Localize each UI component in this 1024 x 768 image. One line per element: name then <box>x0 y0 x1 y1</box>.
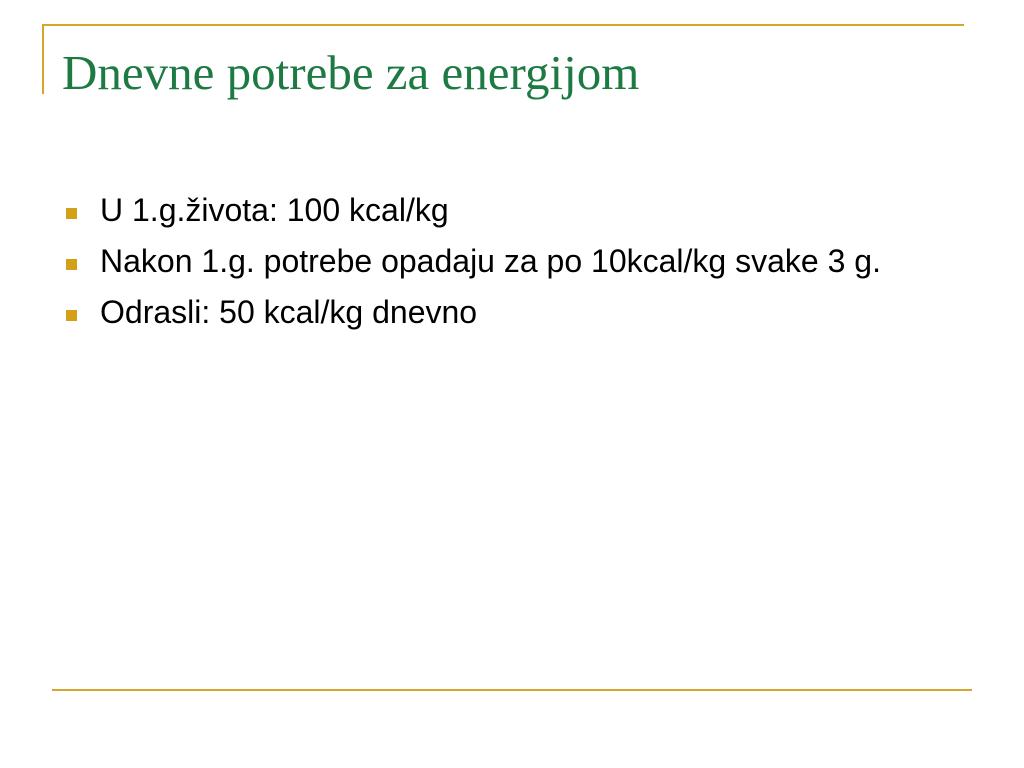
bullet-text: Odrasli: 50 kcal/kg dnevno <box>100 293 478 330</box>
bullet-item <box>62 243 962 281</box>
bullet-item <box>62 192 962 230</box>
left-frame-line <box>42 24 44 94</box>
top-frame-line <box>42 24 964 26</box>
bullet-text: U 1.g.života: 100 kcal/kg <box>100 192 449 228</box>
square-bullet-icon <box>66 259 77 270</box>
slide-title: Dnevne potrebe za energijom <box>62 45 640 100</box>
bottom-frame-line <box>52 689 972 691</box>
bullet-list <box>62 192 962 344</box>
square-bullet-icon <box>66 208 77 219</box>
bullet-text: Nakon 1.g. potrebe opadaju za po 10kcal/kg svake 3 g. <box>100 242 881 279</box>
square-bullet-icon <box>66 310 77 321</box>
bullet-item <box>62 294 962 332</box>
